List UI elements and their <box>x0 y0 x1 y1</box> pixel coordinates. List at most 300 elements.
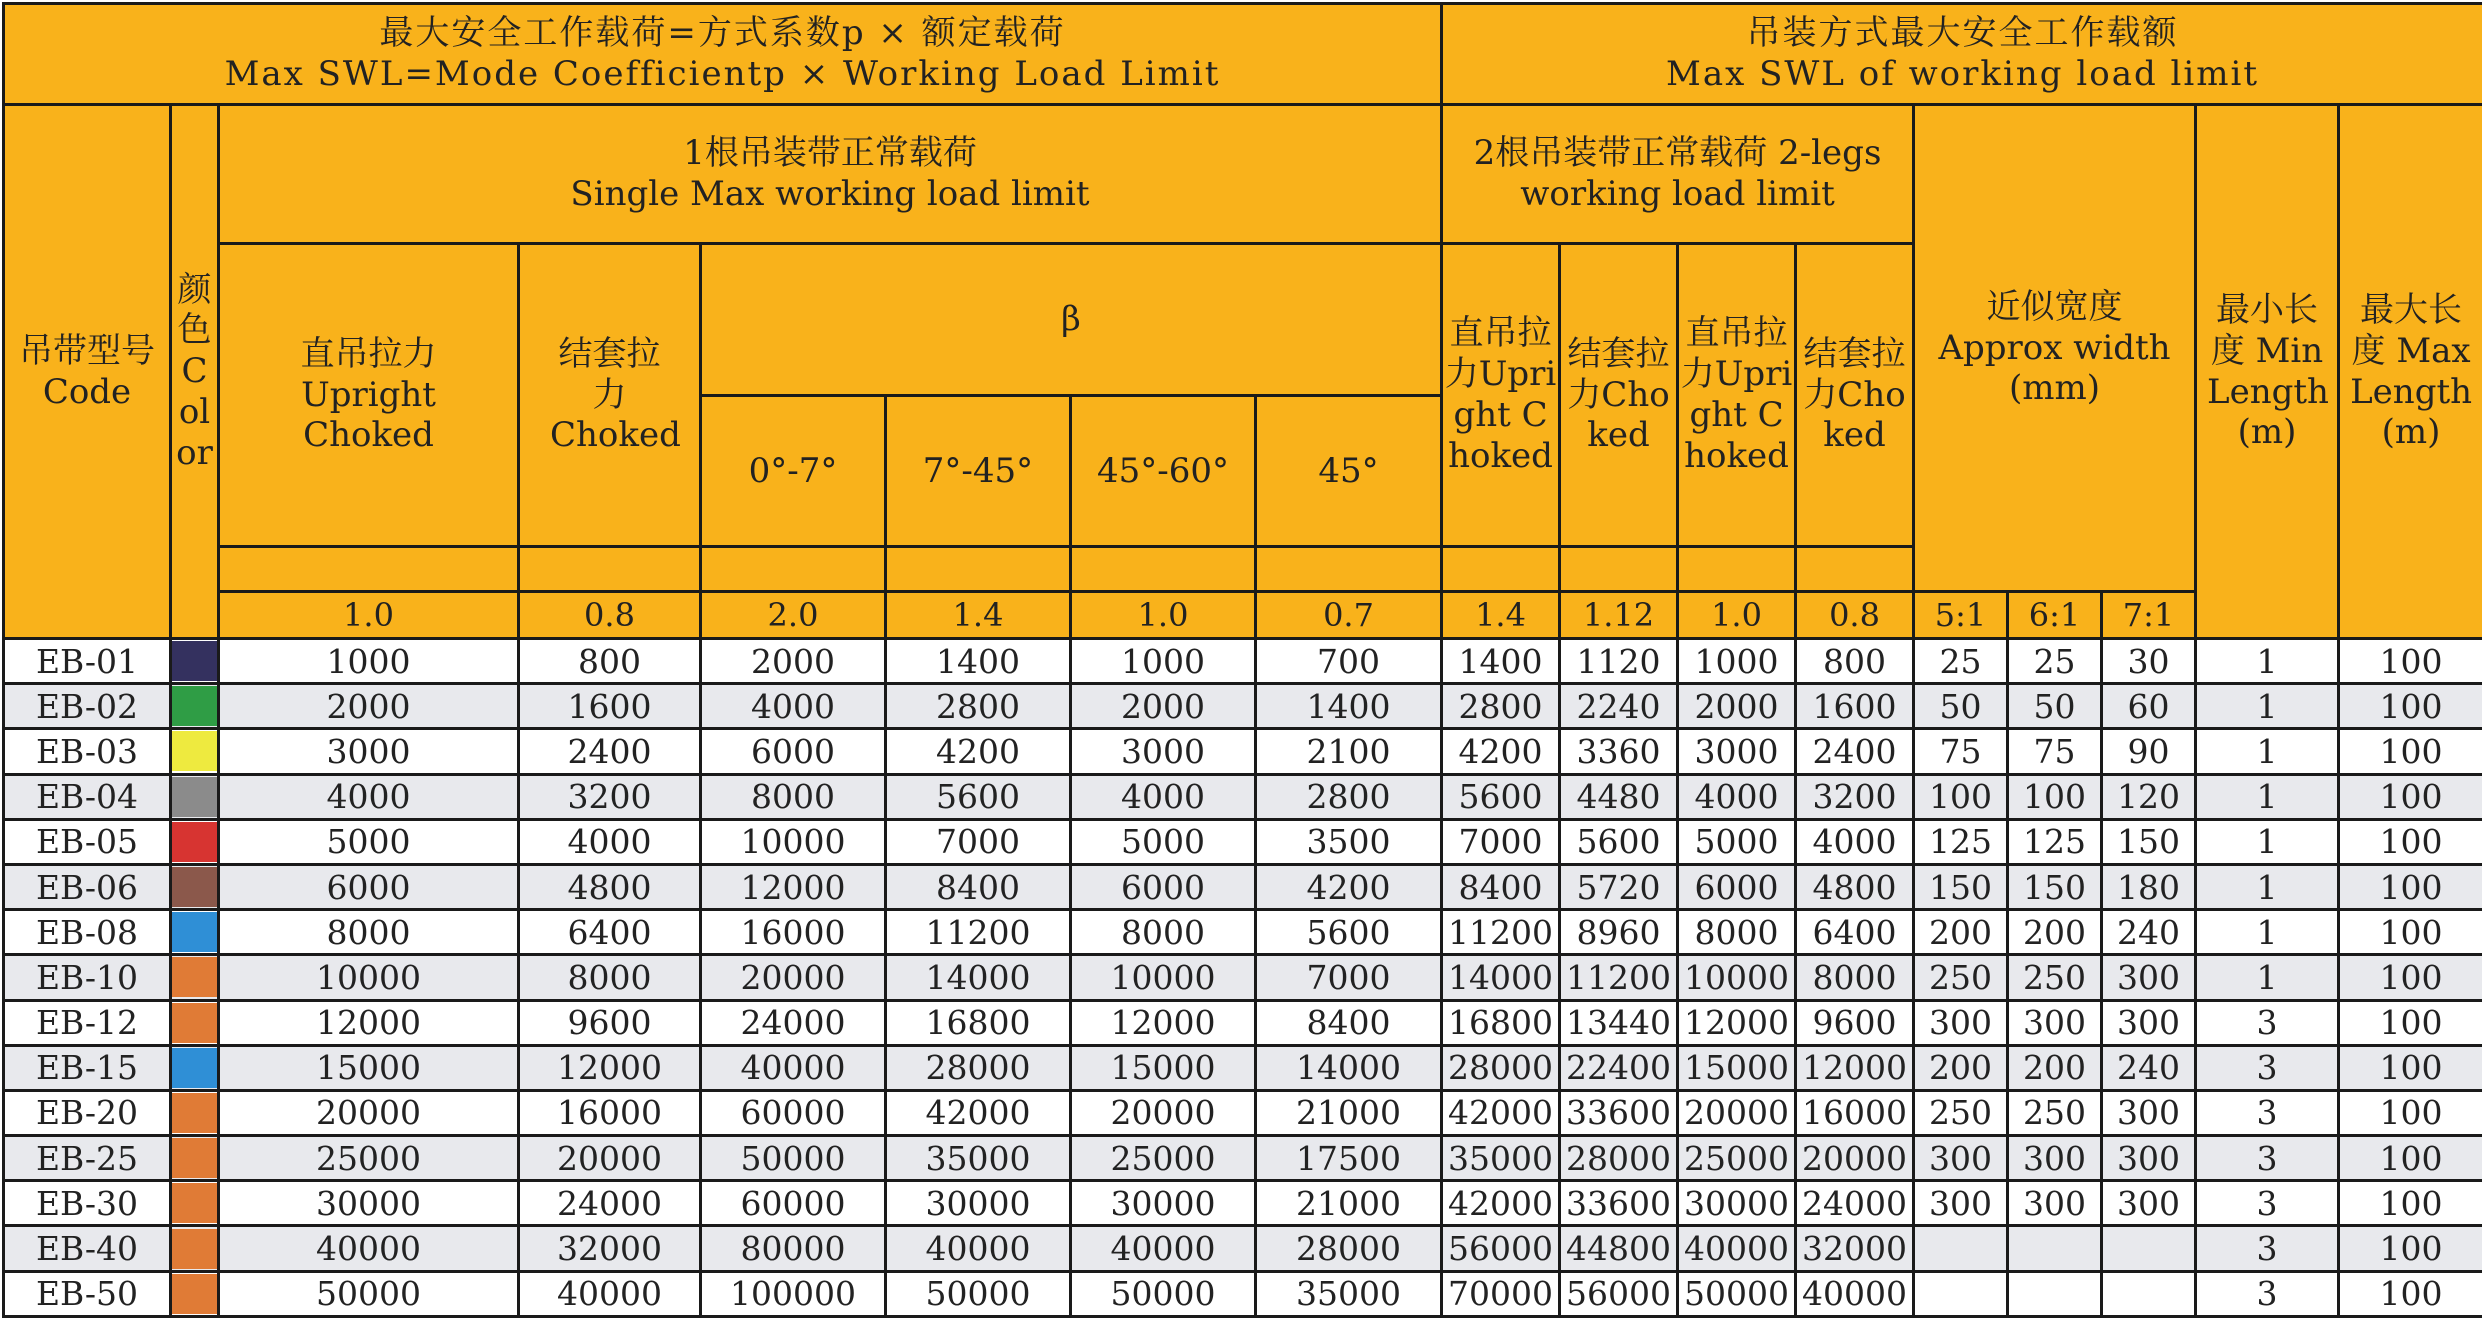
value-cell: 4000 <box>219 774 519 819</box>
value-cell: 200 <box>2008 1045 2102 1090</box>
value-cell: 100 <box>2339 955 2482 1000</box>
coefficient-cell: 1.12 <box>1560 592 1678 639</box>
value-cell: 3 <box>2196 1000 2339 1045</box>
value-cell: 20000 <box>1071 1090 1256 1135</box>
value-cell: 1 <box>2196 684 2339 729</box>
value-cell: 30000 <box>1678 1181 1796 1226</box>
code-cell: EB-10 <box>4 955 171 1000</box>
value-cell: 40000 <box>1796 1271 1914 1316</box>
table-row <box>4 729 2482 774</box>
value-cell: 13440 <box>1560 1000 1678 1045</box>
coefficient-cell: 1.0 <box>1071 592 1256 639</box>
color-swatch <box>172 641 217 681</box>
value-cell: 8000 <box>519 955 701 1000</box>
value-cell: 25 <box>1914 639 2008 684</box>
value-cell: 125 <box>1914 819 2008 864</box>
value-cell: 5000 <box>1071 819 1256 864</box>
value-cell: 40000 <box>1678 1226 1796 1271</box>
value-cell: 150 <box>2102 819 2196 864</box>
value-cell: 21000 <box>1256 1090 1442 1135</box>
value-cell: 8960 <box>1560 910 1678 955</box>
color-cell <box>171 684 219 729</box>
value-cell: 60000 <box>701 1090 886 1135</box>
code-cell: EB-12 <box>4 1000 171 1045</box>
code-cell: EB-08 <box>4 910 171 955</box>
value-cell: 28000 <box>1560 1136 1678 1181</box>
choked-header: 结套拉力 Choked <box>519 244 701 547</box>
value-cell: 12000 <box>701 864 886 909</box>
code-cell: EB-02 <box>4 684 171 729</box>
value-cell: 12000 <box>519 1045 701 1090</box>
color-cell <box>171 1136 219 1181</box>
sling-load-table <box>2 2 2482 1318</box>
leg-upright-header-2: 直吊拉力Upright Choked <box>1678 244 1796 547</box>
value-cell: 300 <box>2102 1000 2196 1045</box>
value-cell: 33600 <box>1560 1090 1678 1135</box>
code-cell: EB-04 <box>4 774 171 819</box>
coefficient-cell: 1.4 <box>1442 592 1560 639</box>
color-swatch <box>172 957 217 997</box>
code-cell: EB-50 <box>4 1271 171 1316</box>
value-cell: 30000 <box>219 1181 519 1226</box>
table-row <box>4 1226 2482 1271</box>
value-cell: 700 <box>1256 639 1442 684</box>
value-cell: 8400 <box>886 864 1071 909</box>
value-cell: 4000 <box>1071 774 1256 819</box>
table-row <box>4 1045 2482 1090</box>
value-cell: 200 <box>1914 910 2008 955</box>
value-cell: 200 <box>1914 1045 2008 1090</box>
value-cell: 7000 <box>1256 955 1442 1000</box>
angle-header-1: 0°-7° <box>701 396 886 547</box>
value-cell: 28000 <box>1256 1226 1442 1271</box>
value-cell: 15000 <box>219 1045 519 1090</box>
code-header: 吊带型号 Code <box>4 105 171 639</box>
spacer-cell <box>1442 547 1560 592</box>
value-cell: 250 <box>2008 955 2102 1000</box>
value-cell: 4200 <box>1442 729 1560 774</box>
value-cell: 2800 <box>1256 774 1442 819</box>
color-swatch <box>172 1003 217 1043</box>
single-load-header <box>219 105 1442 244</box>
value-cell: 300 <box>2102 955 2196 1000</box>
value-cell: 50000 <box>886 1271 1071 1316</box>
value-cell: 120 <box>2102 774 2196 819</box>
value-cell: 75 <box>2008 729 2102 774</box>
spacer-cell <box>701 547 886 592</box>
max-swl-title-en: Max SWL of working load limit <box>1666 54 2260 94</box>
color-cell <box>171 1271 219 1316</box>
value-cell: 300 <box>1914 1000 2008 1045</box>
value-cell: 50 <box>1914 684 2008 729</box>
value-cell: 300 <box>2102 1136 2196 1181</box>
value-cell: 1600 <box>519 684 701 729</box>
value-cell: 300 <box>2008 1136 2102 1181</box>
value-cell: 100 <box>2339 1181 2482 1226</box>
code-cell: EB-01 <box>4 639 171 684</box>
value-cell: 1000 <box>219 639 519 684</box>
value-cell: 3000 <box>219 729 519 774</box>
value-cell: 22400 <box>1560 1045 1678 1090</box>
value-cell: 3 <box>2196 1271 2339 1316</box>
value-cell: 100 <box>2339 729 2482 774</box>
value-cell: 300 <box>2008 1000 2102 1045</box>
color-swatch <box>172 1048 217 1088</box>
code-cell: EB-40 <box>4 1226 171 1271</box>
value-cell: 800 <box>1796 639 1914 684</box>
value-cell: 2800 <box>1442 684 1560 729</box>
value-cell: 44800 <box>1560 1226 1678 1271</box>
max-swl-title-cn: 吊装方式最大安全工作载额 <box>1746 13 2179 54</box>
value-cell: 250 <box>1914 955 2008 1000</box>
value-cell: 300 <box>2102 1090 2196 1135</box>
table-row <box>4 819 2482 864</box>
table-row <box>4 864 2482 909</box>
spacer-cell <box>1256 547 1442 592</box>
color-cell <box>171 639 219 684</box>
table-body <box>4 639 2482 1317</box>
value-cell: 50000 <box>1071 1271 1256 1316</box>
value-cell: 1 <box>2196 819 2339 864</box>
value-cell: 150 <box>2008 864 2102 909</box>
value-cell: 16800 <box>886 1000 1071 1045</box>
value-cell: 20000 <box>519 1136 701 1181</box>
code-cell: EB-20 <box>4 1090 171 1135</box>
value-cell <box>1914 1226 2008 1271</box>
value-cell: 4000 <box>519 819 701 864</box>
value-cell: 3360 <box>1560 729 1678 774</box>
approx-width-cn: 近似宽度 <box>1986 286 2123 327</box>
value-cell: 1 <box>2196 729 2339 774</box>
value-cell: 8000 <box>219 910 519 955</box>
formula-title-cn: 最大安全工作载荷=方式系数p × 额定载荷 <box>379 13 1066 54</box>
color-header: 颜色Color <box>171 105 219 639</box>
value-cell: 100 <box>2339 1271 2482 1316</box>
value-cell: 50000 <box>701 1136 886 1181</box>
coefficient-cell: 1.0 <box>219 592 519 639</box>
value-cell: 5000 <box>219 819 519 864</box>
value-cell: 20000 <box>219 1090 519 1135</box>
value-cell: 100 <box>2339 684 2482 729</box>
value-cell: 30000 <box>1071 1181 1256 1226</box>
value-cell <box>2008 1271 2102 1316</box>
code-cell: EB-25 <box>4 1136 171 1181</box>
table-row <box>4 639 2482 684</box>
value-cell: 4800 <box>1796 864 1914 909</box>
value-cell: 10000 <box>701 819 886 864</box>
value-cell: 90 <box>2102 729 2196 774</box>
value-cell: 1400 <box>1442 639 1560 684</box>
value-cell: 15000 <box>1678 1045 1796 1090</box>
formula-header <box>4 4 1442 105</box>
value-cell: 32000 <box>1796 1226 1914 1271</box>
value-cell: 100 <box>2339 1045 2482 1090</box>
value-cell: 35000 <box>1442 1136 1560 1181</box>
color-swatch <box>172 731 217 771</box>
color-swatch <box>172 1093 217 1133</box>
value-cell: 30 <box>2102 639 2196 684</box>
color-cell <box>171 729 219 774</box>
spacer-cell <box>886 547 1071 592</box>
value-cell: 28000 <box>886 1045 1071 1090</box>
value-cell: 7000 <box>1442 819 1560 864</box>
value-cell: 100 <box>2339 1000 2482 1045</box>
coefficient-cell: 2.0 <box>701 592 886 639</box>
spacer-cell <box>219 547 519 592</box>
value-cell: 3 <box>2196 1136 2339 1181</box>
value-cell: 100 <box>2339 910 2482 955</box>
table-row <box>4 955 2482 1000</box>
value-cell: 24000 <box>1796 1181 1914 1226</box>
table-row <box>4 684 2482 729</box>
value-cell: 42000 <box>886 1090 1071 1135</box>
value-cell: 40000 <box>1071 1226 1256 1271</box>
value-cell: 150 <box>1914 864 2008 909</box>
value-cell: 16800 <box>1442 1000 1560 1045</box>
color-swatch <box>172 686 217 726</box>
value-cell: 5720 <box>1560 864 1678 909</box>
color-cell <box>171 1090 219 1135</box>
width-ratio-cell: 5:1 <box>1914 592 2008 639</box>
value-cell: 2100 <box>1256 729 1442 774</box>
value-cell: 6400 <box>1796 910 1914 955</box>
value-cell: 5600 <box>1560 819 1678 864</box>
table-row <box>4 1181 2482 1226</box>
value-cell: 20000 <box>1678 1090 1796 1135</box>
spacer-cell <box>1560 547 1678 592</box>
value-cell: 3 <box>2196 1090 2339 1135</box>
value-cell: 16000 <box>1796 1090 1914 1135</box>
color-swatch <box>172 1183 217 1223</box>
value-cell: 800 <box>519 639 701 684</box>
value-cell: 1120 <box>1560 639 1678 684</box>
value-cell: 35000 <box>886 1136 1071 1181</box>
value-cell: 1 <box>2196 864 2339 909</box>
color-swatch <box>172 1274 217 1314</box>
spacer-cell <box>519 547 701 592</box>
value-cell: 2800 <box>886 684 1071 729</box>
formula-title-en: Max SWL=Mode Coefficientp × Working Load Limit <box>224 54 1221 94</box>
value-cell: 42000 <box>1442 1181 1560 1226</box>
value-cell: 32000 <box>519 1226 701 1271</box>
value-cell: 125 <box>2008 819 2102 864</box>
color-cell <box>171 1226 219 1271</box>
value-cell: 40000 <box>886 1226 1071 1271</box>
value-cell: 5600 <box>1442 774 1560 819</box>
value-cell: 15000 <box>1071 1045 1256 1090</box>
color-swatch <box>172 822 217 862</box>
value-cell: 100 <box>2339 639 2482 684</box>
value-cell: 80000 <box>701 1226 886 1271</box>
color-swatch <box>172 1229 217 1269</box>
value-cell: 8000 <box>1678 910 1796 955</box>
max-swl-header <box>1442 4 2482 105</box>
value-cell: 25000 <box>1678 1136 1796 1181</box>
code-cell: EB-06 <box>4 864 171 909</box>
value-cell: 1000 <box>1071 639 1256 684</box>
leg-choked-header-2: 结套拉力Choked <box>1796 244 1914 547</box>
value-cell: 25 <box>2008 639 2102 684</box>
value-cell <box>1914 1271 2008 1316</box>
value-cell: 2240 <box>1560 684 1678 729</box>
value-cell: 240 <box>2102 910 2196 955</box>
value-cell: 50000 <box>1678 1271 1796 1316</box>
single-load-title-en: Single Max working load limit <box>570 174 1090 214</box>
value-cell: 3 <box>2196 1181 2339 1226</box>
value-cell: 100 <box>2339 1136 2482 1181</box>
value-cell: 60 <box>2102 684 2196 729</box>
value-cell: 21000 <box>1256 1181 1442 1226</box>
value-cell: 2000 <box>219 684 519 729</box>
value-cell: 75 <box>1914 729 2008 774</box>
value-cell: 12000 <box>1796 1045 1914 1090</box>
coefficient-cell: 1.0 <box>1678 592 1796 639</box>
value-cell: 10000 <box>1678 955 1796 1000</box>
value-cell: 4200 <box>1256 864 1442 909</box>
width-ratio-cell: 6:1 <box>2008 592 2102 639</box>
value-cell: 1000 <box>1678 639 1796 684</box>
value-cell: 300 <box>1914 1136 2008 1181</box>
value-cell: 3200 <box>519 774 701 819</box>
value-cell: 2400 <box>1796 729 1914 774</box>
value-cell: 100 <box>2339 1090 2482 1135</box>
approx-width-unit: (mm) <box>2009 368 2101 409</box>
value-cell: 250 <box>1914 1090 2008 1135</box>
value-cell: 8000 <box>1071 910 1256 955</box>
value-cell: 6000 <box>219 864 519 909</box>
value-cell: 1 <box>2196 639 2339 684</box>
value-cell: 25000 <box>219 1136 519 1181</box>
code-cell: EB-30 <box>4 1181 171 1226</box>
value-cell <box>2102 1271 2196 1316</box>
value-cell: 7000 <box>886 819 1071 864</box>
two-legs-header: 2根吊装带正常载荷 2-legs working load limit <box>1442 105 1914 244</box>
single-load-title-cn: 1根吊装带正常载荷 <box>683 133 977 174</box>
beta-header: β <box>701 244 1442 396</box>
value-cell: 5600 <box>886 774 1071 819</box>
spacer-cell <box>1071 547 1256 592</box>
value-cell: 1400 <box>886 639 1071 684</box>
value-cell: 180 <box>2102 864 2196 909</box>
value-cell: 300 <box>2008 1181 2102 1226</box>
value-cell: 3 <box>2196 1226 2339 1271</box>
value-cell: 300 <box>2102 1181 2196 1226</box>
coefficient-cell: 1.4 <box>886 592 1071 639</box>
leg-choked-header-1: 结套拉力Choked <box>1560 244 1678 547</box>
value-cell: 3000 <box>1071 729 1256 774</box>
value-cell: 6400 <box>519 910 701 955</box>
value-cell: 14000 <box>886 955 1071 1000</box>
value-cell: 40000 <box>519 1271 701 1316</box>
value-cell: 1600 <box>1796 684 1914 729</box>
value-cell: 1 <box>2196 955 2339 1000</box>
value-cell: 11200 <box>1442 910 1560 955</box>
value-cell: 6000 <box>701 729 886 774</box>
value-cell: 11200 <box>886 910 1071 955</box>
value-cell: 20000 <box>701 955 886 1000</box>
value-cell: 200 <box>2008 910 2102 955</box>
value-cell: 2000 <box>701 639 886 684</box>
value-cell: 1 <box>2196 910 2339 955</box>
value-cell: 42000 <box>1442 1090 1560 1135</box>
value-cell: 12000 <box>1071 1000 1256 1045</box>
value-cell: 2000 <box>1071 684 1256 729</box>
value-cell: 4480 <box>1560 774 1678 819</box>
code-cell: EB-15 <box>4 1045 171 1090</box>
value-cell: 4000 <box>1796 819 1914 864</box>
value-cell: 24000 <box>519 1181 701 1226</box>
value-cell: 6000 <box>1678 864 1796 909</box>
value-cell: 5600 <box>1256 910 1442 955</box>
value-cell: 4000 <box>1678 774 1796 819</box>
value-cell: 10000 <box>1071 955 1256 1000</box>
value-cell: 100 <box>2339 774 2482 819</box>
value-cell: 100 <box>1914 774 2008 819</box>
table-row <box>4 774 2482 819</box>
value-cell: 50000 <box>219 1271 519 1316</box>
coefficient-cell: 0.7 <box>1256 592 1442 639</box>
value-cell: 12000 <box>1678 1000 1796 1045</box>
value-cell: 14000 <box>1256 1045 1442 1090</box>
value-cell: 30000 <box>886 1181 1071 1226</box>
angle-header-3: 45°-60° <box>1071 396 1256 547</box>
color-cell <box>171 864 219 909</box>
width-ratio-cell: 7:1 <box>2102 592 2196 639</box>
value-cell: 6000 <box>1071 864 1256 909</box>
max-length-header: 最大长度 Max Length (m) <box>2339 105 2482 639</box>
value-cell: 100 <box>2008 774 2102 819</box>
value-cell: 8000 <box>701 774 886 819</box>
value-cell: 100 <box>2339 819 2482 864</box>
value-cell: 28000 <box>1442 1045 1560 1090</box>
value-cell <box>2008 1226 2102 1271</box>
spacer-cell <box>1678 547 1796 592</box>
color-swatch <box>172 912 217 952</box>
value-cell: 56000 <box>1560 1271 1678 1316</box>
value-cell: 40000 <box>219 1226 519 1271</box>
table-row <box>4 1136 2482 1181</box>
value-cell: 5000 <box>1678 819 1796 864</box>
color-cell <box>171 819 219 864</box>
coefficient-cell: 0.8 <box>1796 592 1914 639</box>
upright-choked-header: 直吊拉力 Upright Choked <box>219 244 519 547</box>
value-cell: 11200 <box>1560 955 1678 1000</box>
value-cell: 8400 <box>1256 1000 1442 1045</box>
color-swatch <box>172 1138 217 1178</box>
color-swatch <box>172 777 217 817</box>
color-cell <box>171 1000 219 1045</box>
value-cell: 8400 <box>1442 864 1560 909</box>
value-cell: 17500 <box>1256 1136 1442 1181</box>
color-cell <box>171 955 219 1000</box>
code-cell: EB-05 <box>4 819 171 864</box>
coefficient-cell: 0.8 <box>519 592 701 639</box>
value-cell: 10000 <box>219 955 519 1000</box>
value-cell: 2000 <box>1678 684 1796 729</box>
value-cell: 35000 <box>1256 1271 1442 1316</box>
value-cell: 40000 <box>701 1045 886 1090</box>
value-cell: 33600 <box>1560 1181 1678 1226</box>
spacer-cell <box>1796 547 1914 592</box>
value-cell: 100000 <box>701 1271 886 1316</box>
approx-width-en: Approx width <box>1938 327 2171 368</box>
value-cell: 3000 <box>1678 729 1796 774</box>
color-cell <box>171 1045 219 1090</box>
color-swatch <box>172 867 217 907</box>
value-cell: 1400 <box>1256 684 1442 729</box>
value-cell: 4200 <box>886 729 1071 774</box>
value-cell: 9600 <box>1796 1000 1914 1045</box>
